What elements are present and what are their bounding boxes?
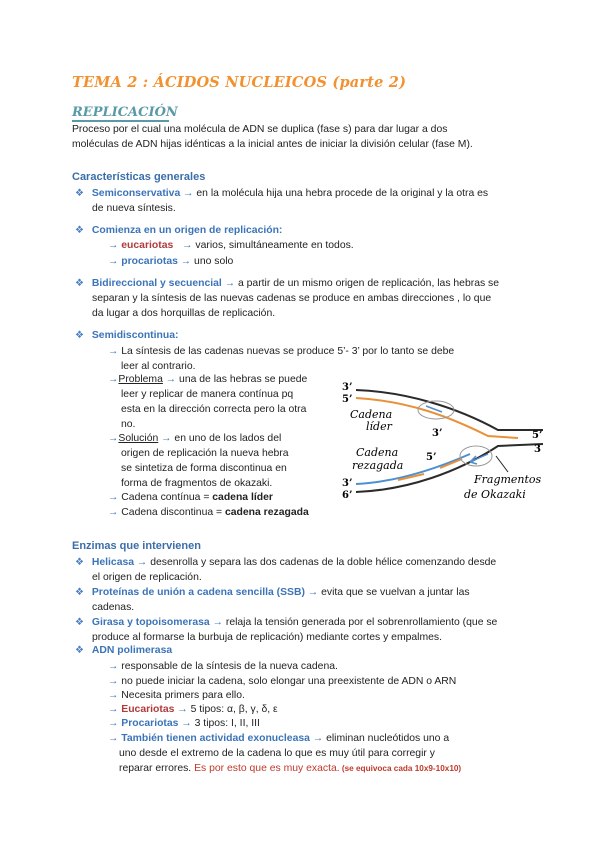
bullet-icon: ❖ bbox=[75, 330, 84, 341]
diagram-label: 3 bbox=[534, 444, 541, 455]
bullet-icon: ❖ bbox=[75, 645, 84, 656]
bullet-icon: ❖ bbox=[75, 278, 84, 289]
semiconservativa-text: en la molécula hija una hebra procede de la original y la otra es bbox=[193, 188, 489, 199]
ssb-line-2: cadenas. bbox=[92, 602, 135, 613]
term-ssb: Proteínas de unión a cadena sencilla (SSB) bbox=[91, 587, 305, 598]
bullet-icon: ❖ bbox=[75, 587, 84, 598]
term-origen: Comienza en un origen de replicación: bbox=[91, 225, 283, 236]
term-exonucleasa: También tienen actividad exonucleasa bbox=[121, 733, 310, 744]
subtitle-underline bbox=[72, 120, 169, 122]
bullet-icon: ❖ bbox=[75, 188, 84, 199]
item-adn-polimerasa bbox=[75, 645, 172, 656]
arrow-icon: → bbox=[177, 704, 188, 715]
intro-line-2: moléculas de ADN hijas idénticas a la inicial antes de iniciar la división celular (fase M). bbox=[72, 139, 473, 150]
adn-pol-eucariotas bbox=[108, 704, 278, 715]
diagram-label: líder bbox=[366, 420, 392, 433]
bullet-icon: ❖ bbox=[75, 617, 84, 628]
adn-pol-text: responsable de la síntesis de la nueva cadena. bbox=[121, 661, 338, 672]
solucion-line-1 bbox=[108, 433, 281, 444]
exonucleasa-text: reparar errores. bbox=[119, 763, 195, 774]
arrow-icon: → bbox=[108, 492, 119, 503]
origen-procariotas bbox=[108, 256, 233, 267]
semidiscontinua-line-2: leer al contrario. bbox=[121, 361, 196, 372]
label-pointer bbox=[496, 456, 508, 472]
item-helicasa bbox=[75, 557, 496, 568]
exact-note: Es por esto que es muy exacta. bbox=[194, 763, 340, 774]
page-title: TEMA 2 : ÁCIDOS NUCLEICOS (parte 2) bbox=[72, 74, 407, 91]
term-eucariotas-pol: Eucariotas bbox=[121, 704, 175, 715]
term-semidiscontinua: Semidiscontinua: bbox=[91, 330, 179, 341]
helicasa-text: desenrolla y separa las dos cadenas de la doble hélice comenzando desde bbox=[147, 557, 497, 568]
exonucleasa-text: eliminan nucleótidos uno a bbox=[323, 733, 450, 744]
adn-pol-procariotas bbox=[108, 718, 260, 729]
adn-pol-item-2 bbox=[108, 676, 456, 687]
solucion-text: en uno de los lados del bbox=[171, 433, 282, 444]
semiconservativa-line-2: de nueva síntesis. bbox=[92, 203, 176, 214]
semidiscontinua-text: La síntesis de las cadenas nuevas se produce 5’- 3’ por lo tanto se debe bbox=[121, 346, 455, 357]
arrow-icon: → bbox=[183, 188, 194, 199]
diagram-label: Cadena bbox=[356, 446, 399, 459]
arrow-icon: → bbox=[312, 733, 324, 744]
intro-line-1: Proceso por el cual una molécula de ADN se duplica (fase s) para dar lugar a dos bbox=[72, 124, 448, 135]
arrow-icon: → bbox=[108, 507, 119, 518]
solucion-line-2: origen de replicación la nueva hebra bbox=[121, 448, 289, 459]
diagram-label: rezagada bbox=[352, 459, 404, 472]
item-bidireccional bbox=[75, 278, 499, 289]
ssb-text: evita que se vuelvan a juntar las bbox=[318, 587, 470, 598]
term-helicasa: Helicasa bbox=[91, 557, 135, 568]
problema-line-3: esta en la dirección correcta pero la otra bbox=[121, 404, 307, 415]
arrow-icon: → bbox=[182, 240, 193, 251]
diagram-label: 5’ bbox=[532, 430, 543, 441]
problema-line-1 bbox=[108, 374, 307, 385]
term-procariotas-pol: Procariotas bbox=[121, 718, 179, 729]
bidireccional-line-3: da lugar a dos horquillas de replicación. bbox=[92, 308, 276, 319]
problema-label: Problema bbox=[118, 374, 163, 385]
item-semiconservativa bbox=[75, 188, 488, 199]
arrow-icon: → bbox=[108, 676, 119, 687]
bidireccional-line-2: separan y la síntesis de las nuevas cadenas se produce en ambas direcciones , lo que bbox=[92, 293, 492, 304]
term-procariotas: procariotas bbox=[121, 256, 178, 267]
diagram-label: 3’ bbox=[342, 382, 353, 393]
arrow-icon: → bbox=[165, 374, 177, 385]
helicasa-line-2: el origen de replicación. bbox=[92, 572, 202, 583]
term-eucariotas: eucariotas bbox=[121, 240, 174, 251]
origen-eucariotas bbox=[108, 240, 354, 251]
arrow-icon: → bbox=[108, 661, 119, 672]
section-title-replicacion: REPLICACIÓN bbox=[72, 105, 178, 120]
solucion-line-3: se sintetiza de forma discontinua en bbox=[121, 463, 287, 474]
adn-pol-item-1 bbox=[108, 661, 338, 672]
arrow-icon: → bbox=[108, 240, 119, 251]
heading-enzimas: Enzimas que intervienen bbox=[72, 540, 201, 552]
arrow-icon: → bbox=[108, 346, 119, 357]
replication-fork-diagram bbox=[338, 368, 560, 516]
exonucleasa-line-3 bbox=[119, 763, 461, 774]
arrow-icon: → bbox=[108, 256, 119, 267]
adn-pol-text: Necesita primers para ello. bbox=[121, 690, 245, 701]
cadena-continua-prefix: Cadena contínua = bbox=[121, 492, 213, 503]
arrow-icon: → bbox=[108, 433, 119, 444]
arrow-icon: → bbox=[108, 690, 119, 701]
diagram-label: Fragmentos bbox=[474, 473, 542, 486]
girasa-text: relaja la tensión generada por el sobrenrollamiento (que se bbox=[222, 617, 498, 628]
term-adn-polimerasa: ADN polimerasa bbox=[91, 645, 173, 656]
item-origen bbox=[75, 225, 282, 236]
term-girasa: Girasa y topoisomerasa bbox=[91, 617, 210, 628]
girasa-line-2: produce al formarse la burbuja de replicación) mediante cortes y empalmes. bbox=[92, 632, 442, 643]
cadena-lider-term: cadena líder bbox=[212, 492, 273, 503]
arrow-icon: → bbox=[136, 557, 148, 568]
diagram-label: 5’ bbox=[426, 452, 437, 463]
cadena-discontinua-line bbox=[108, 507, 309, 518]
adn-pol-exonucleasa bbox=[108, 733, 449, 744]
eucariotas-text: varios, simultáneamente en todos. bbox=[192, 240, 354, 251]
bidireccional-text: a partir de un mismo origen de replicación, las hebras se bbox=[235, 278, 500, 289]
diagram-label: 5’ bbox=[342, 394, 353, 405]
arrow-icon: → bbox=[108, 704, 119, 715]
diagram-label: 3’ bbox=[342, 478, 353, 489]
arrow-icon: → bbox=[108, 374, 119, 385]
cadena-discontinua-prefix: Cadena discontinua = bbox=[121, 507, 225, 518]
arrow-icon: → bbox=[181, 718, 192, 729]
solucion-label: Solución bbox=[118, 433, 159, 444]
cadena-rezagada-term: cadena rezagada bbox=[224, 507, 309, 518]
arrow-icon: → bbox=[108, 718, 119, 729]
cadena-continua-line bbox=[108, 492, 273, 503]
problema-line-2: leer y replicar de manera contínua pq bbox=[121, 389, 294, 400]
arrow-icon: → bbox=[180, 256, 192, 267]
arrow-icon: → bbox=[307, 587, 319, 598]
diagram-label: 6’ bbox=[342, 490, 353, 501]
procariotas-pol-text: 3 tipos: I, II, III bbox=[191, 718, 260, 729]
diagram-label: de Okazaki bbox=[464, 488, 526, 501]
diagram-label: Cadena bbox=[350, 408, 393, 421]
eucariotas-pol-text: 5 tipos: α, β, γ, δ, ε bbox=[187, 704, 278, 715]
direction-arrow bbox=[470, 454, 488, 464]
error-rate-note: (se equivoca cada 10x9-10x10) bbox=[339, 764, 462, 773]
arrow-icon: → bbox=[224, 278, 236, 289]
bullet-icon: ❖ bbox=[75, 557, 84, 568]
adn-pol-item-3 bbox=[108, 690, 245, 701]
heading-caracteristicas: Características generales bbox=[72, 171, 206, 183]
term-semiconservativa: Semiconservativa bbox=[91, 188, 181, 199]
bullet-icon: ❖ bbox=[75, 225, 84, 236]
item-girasa bbox=[75, 617, 497, 628]
item-ssb bbox=[75, 587, 470, 598]
term-bidireccional: Bidireccional y secuencial bbox=[91, 278, 222, 289]
problema-text: una de las hebras se puede bbox=[176, 374, 308, 385]
exonucleasa-line-2: uno desde el extremo de la cadena lo que es muy útil para corregir y bbox=[119, 748, 435, 759]
item-semidiscontinua bbox=[75, 330, 178, 341]
diagram-label: 3’ bbox=[432, 428, 443, 439]
arrow-icon: → bbox=[108, 733, 119, 744]
problema-line-4: no. bbox=[121, 419, 136, 430]
solucion-line-4: forma de fragmentos de okazaki. bbox=[121, 478, 273, 489]
semidiscontinua-line-1 bbox=[108, 346, 454, 357]
procariotas-text: uno solo bbox=[191, 256, 234, 267]
arrow-icon: → bbox=[212, 617, 223, 628]
adn-pol-text: no puede iniciar la cadena, solo elongar una preexistente de ADN o ARN bbox=[121, 676, 457, 687]
arrow-icon: → bbox=[161, 433, 172, 444]
